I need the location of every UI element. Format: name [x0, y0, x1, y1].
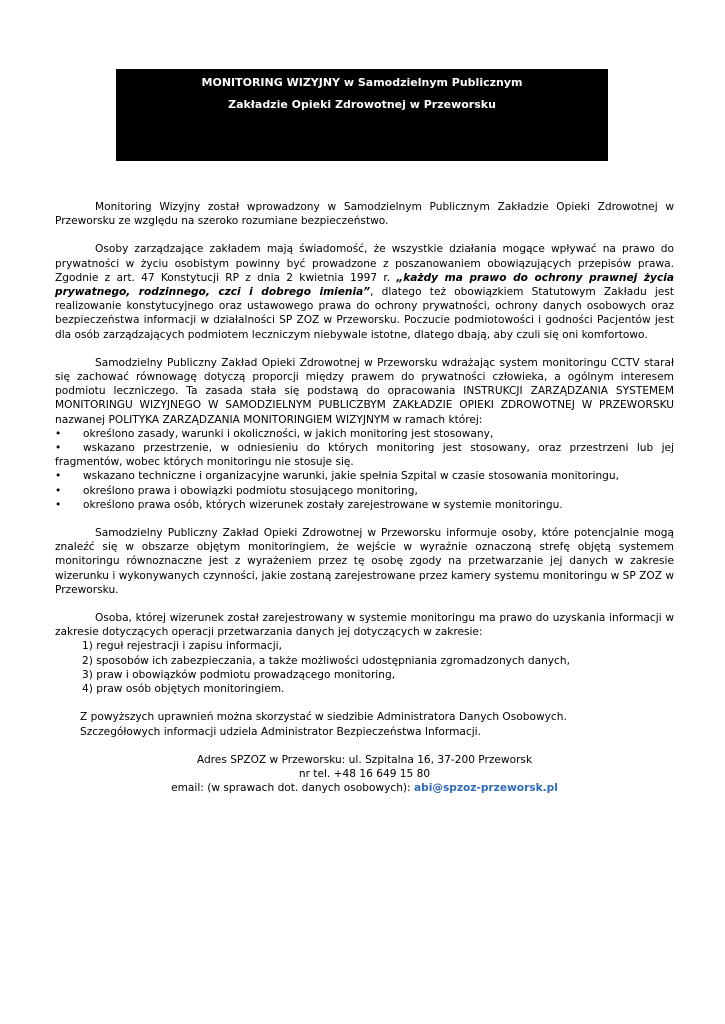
- contact-email-line: [55, 781, 674, 795]
- cctv-paragraph: Samodzielny Publiczny Zakład Opieki Zdrowotnej w Przeworsku wdrażając system monitoringu CCTV starał się zachować równowagę dotyczą proporcji między prawem do prywatności człowieka, a ogólnym interesem podmiotu leczniczego. Ta zasada stała się podstawą do opracowania INSTRUKCJI ZARZĄDZANIA SYSTEMEM MONITORINGU WIZYJNEGO W SAMODZIELNYM PUBLICZBYM ZAKŁADZIE OPIEKI ZDROWOTNEJ W PRZEWORSKU nazwanej POLITYKA ZARZĄDZANIA MONITORINGIEM WIZYJNYM w ramach której:: [55, 356, 674, 426]
- closing-line-2: Szczegółowych informacji udziela Administrator Bezpieczeństwa Informacji.: [80, 725, 481, 738]
- bullet-symbol: •: [55, 427, 62, 440]
- contact-phone: nr tel. +48 16 649 15 80: [298, 767, 431, 780]
- list-item: • wskazano techniczne i organizacyjne warunki, jakie spełnia Szpital w czasie stosowania monitoringu,: [55, 470, 619, 483]
- policy-bullet-list: [55, 427, 674, 512]
- rights-paragraph: Osoba, której wizerunek został zarejestrowany w systemie monitoringu ma prawo do uzyskania informacji w zakresie dotyczących operacji przetwarzania danych jej dotyczących w zakresie:: [55, 612, 674, 639]
- list-item: • określono prawa i obowiązki podmiotu stosującego monitoring,: [55, 484, 418, 497]
- constitution-quote: „każdy ma prawo do ochrony prawnej życia prywatnego, rodzinnego, czci i dobrego imienia”: [55, 271, 675, 299]
- intro-paragraph: Monitoring Wizyjny został wprowadzony w Samodzielnym Publicznym Zakładzie Opieki Zdrowotnej w Przeworsku ze względu na szeroko rozumiane bezpieczeństwo.: [55, 201, 674, 228]
- closing-line-1: Z powyższych uprawnień można skorzystać w siedzibie Administratora Danych Osobowych.: [80, 711, 567, 724]
- title-line-2: Zakładzie Opieki Zdrowotnej w Przeworsku: [228, 98, 496, 111]
- title-banner: [116, 69, 608, 161]
- list-item: • określono prawa osób, których wizerunek zostały zarejestrowane w systemie monitoringu.: [55, 498, 563, 511]
- list-item: 2) sposobów ich zabezpieczania, a także możliwości udostępniania zgromadzonych danych,: [82, 654, 570, 667]
- privacy-text-after: , dlatego też obowiązkiem Statutowym Zakładu jest realizowanie konstytucyjnego oraz ustawowego prawa do ochrony prywatności, ochrony danych osobowych oraz bezpieczeństwa informacji w działalności SP ZOZ w Przeworsku. Poczucie podmiotowości i godności Pacjentów jest dla osób zarządzających podmiotem leczniczym niebywale istotne, dlatego dbają, aby czuli się oni komfortowo.: [55, 286, 674, 341]
- list-item: 1) reguł rejestracji i zapisu informacji,: [82, 640, 282, 653]
- list-item: • wskazano przestrzenie, w odniesieniu do których monitoring jest stosowany, oraz przestrzeni lub jej fragmentów, wobec których monitoringu nie stosuje się.: [55, 442, 674, 469]
- privacy-paragraph: [55, 242, 674, 341]
- list-item: 3) praw i obowiązków podmiotu prowadzącego monitoring,: [82, 668, 396, 681]
- privacy-text-before: Osoby zarządzające zakładem mają świadomość, że wszystkie działania mogące wpływać na prawo do prywatności w życiu osobistym powinny być prowadzone z poszanowaniem obowiązujących przepisów prawa. Zgodnie z art. 47 Konstytucji RP z dnia 2 kwietnia 1997 r.: [55, 243, 674, 284]
- list-item: • określono zasady, warunki i okoliczności, w jakich monitoring jest stosowany,: [55, 427, 494, 440]
- bullet-symbol: •: [55, 484, 62, 497]
- title-line-1: MONITORING WIZYJNY w Samodzielnym Publicznym: [201, 76, 523, 89]
- contact-email-link[interactable]: abi@spzoz-przeworsk.pl: [414, 782, 558, 795]
- contact-email-label: email: (w sprawach dot. danych osobowych):: [171, 782, 414, 795]
- consent-paragraph: Samodzielny Publiczny Zakład Opieki Zdrowotnej w Przeworsku informuje osoby, które potencjalnie mogą znaleźć się w obszarze objętym monitoringiem, że wejście w wyraźnie oznaczoną strefę objętą systemem monitoringu równoznaczne jest z wyrażeniem przez tę osobę zgody na przetwarzanie jej danych w zakresie wizerunku i wykonywanych czynności, jakie zostaną zarejestrowane przez kamery systemu monitoringu w SP ZOZ w Przeworsku.: [55, 527, 674, 596]
- document-body: [55, 200, 674, 795]
- bullet-symbol: •: [55, 442, 62, 455]
- rights-numbered-list: [55, 639, 674, 696]
- contact-block: [55, 753, 674, 796]
- list-item: 4) praw osób objętych monitoringiem.: [82, 683, 285, 696]
- contact-address: Adres SPZOZ w Przeworsku: ul. Szpitalna 16, 37-200 Przeworsk: [196, 753, 533, 766]
- bullet-symbol: •: [55, 470, 62, 483]
- bullet-symbol: •: [55, 498, 62, 511]
